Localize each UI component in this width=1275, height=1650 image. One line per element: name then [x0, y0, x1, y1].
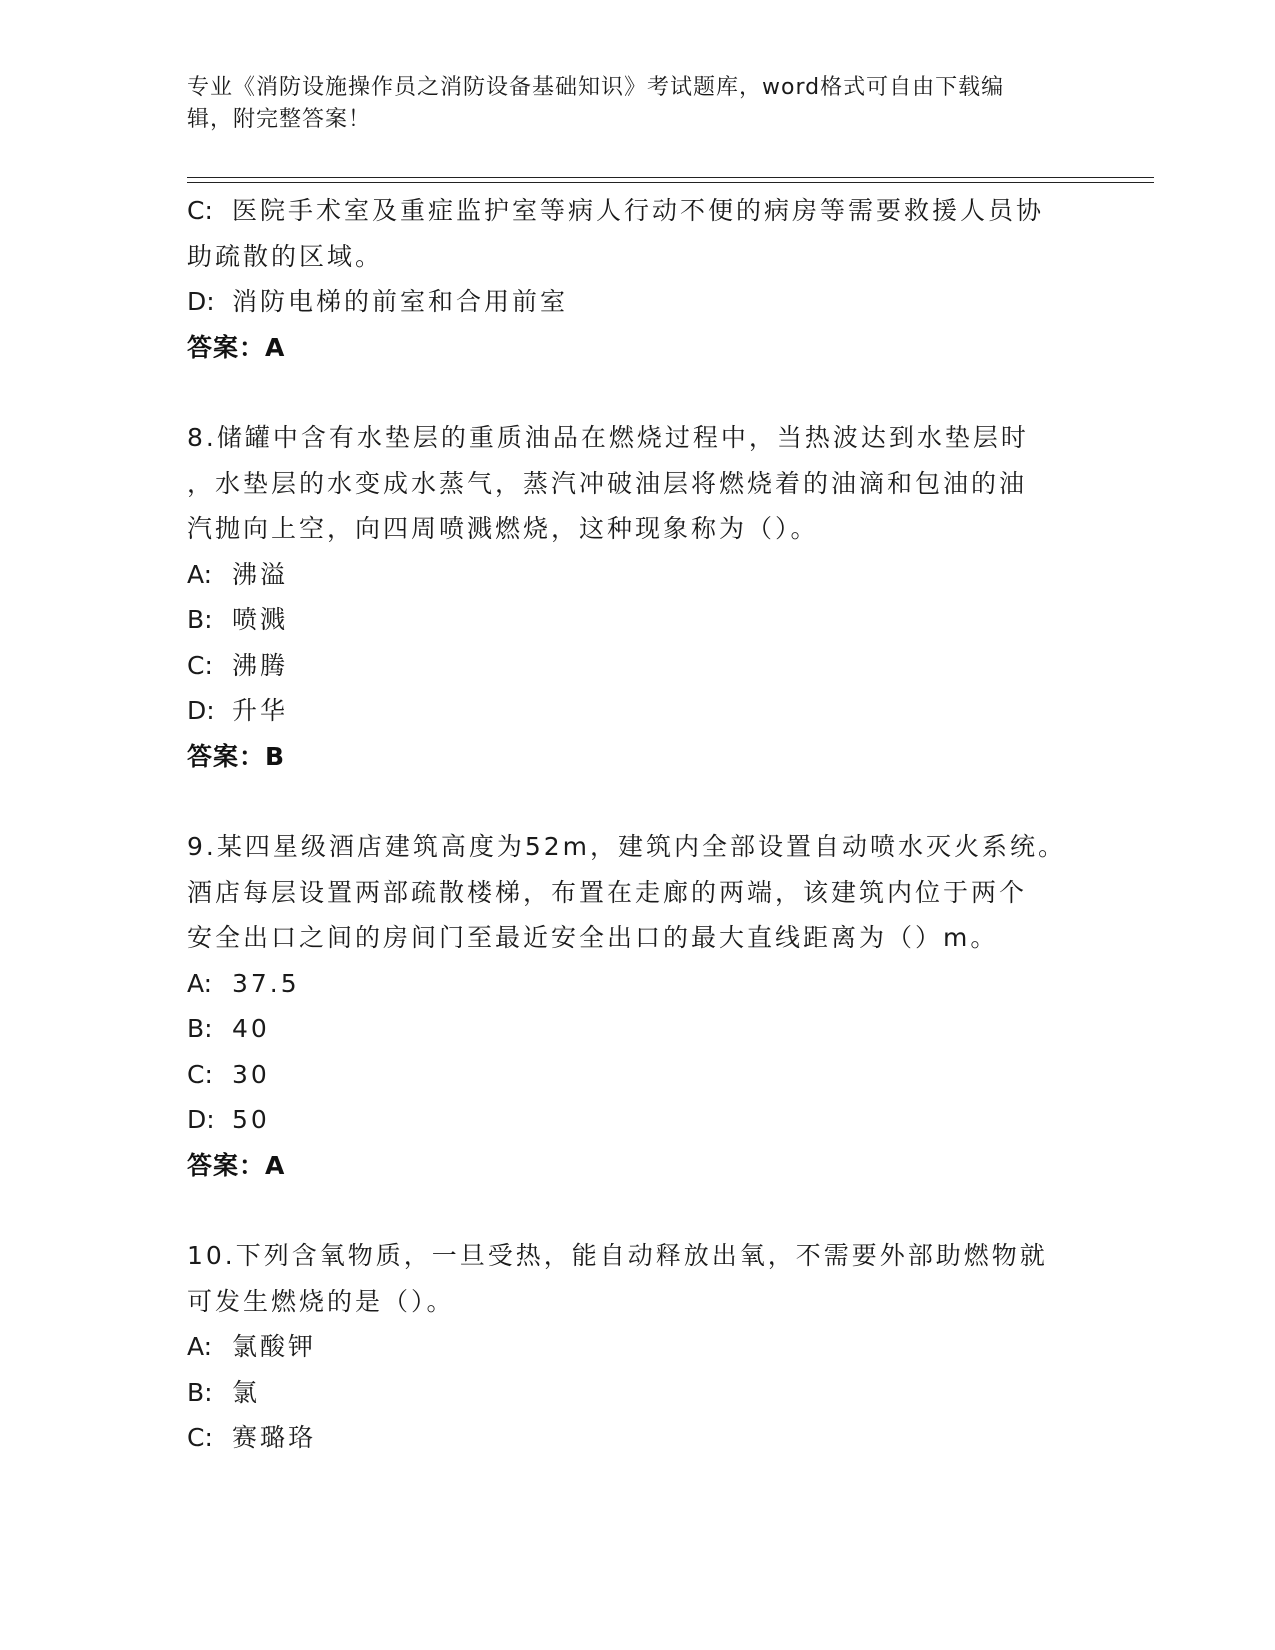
option-text: 喷溅 [232, 605, 289, 634]
question-stem-line: 安全出口之间的房间门至最近安全出口的最大直线距离为（）m。 [187, 923, 999, 952]
header-title-line-1: 专业《消防设施操作员之消防设备基础知识》考试题库，word格式可自由下载编 [187, 75, 1005, 100]
option-b [187, 597, 1087, 643]
question-10 [187, 1233, 1087, 1461]
option-c [187, 643, 1087, 689]
option-letter: C: [187, 196, 213, 225]
question-stem-line: 9.某四星级酒店建筑高度为52m，建筑内全部设置自动喷水灭火系统。 [187, 832, 1067, 861]
question-stem-line: 可发生燃烧的是（）。 [187, 1286, 455, 1316]
answer-line: 答案：A [187, 332, 286, 362]
option-letter: B: [187, 605, 213, 634]
header-divider [187, 177, 1154, 183]
option-letter: A: [187, 1332, 213, 1361]
option-letter: D: [187, 287, 215, 316]
question-9 [187, 824, 1087, 1188]
answer-line: 答案：B [187, 741, 286, 771]
question-content [187, 188, 1087, 1461]
option-text: 升华 [232, 696, 289, 725]
option-text: 37.5 [232, 968, 300, 998]
question-stem-line: 汽抛向上空，向四周喷溅燃烧，这种现象称为（）。 [187, 514, 819, 543]
option-a [187, 961, 1087, 1007]
option-b [187, 1006, 1087, 1052]
option-letter: D: [187, 1105, 215, 1134]
option-letter: D: [187, 696, 215, 725]
option-text: 沸腾 [232, 650, 289, 680]
option-letter: C: [187, 1423, 213, 1452]
option-letter: A: [187, 559, 213, 589]
option-letter: B: [187, 1377, 213, 1407]
option-c [187, 1052, 1087, 1098]
option-c-continuation: 助疏散的区域。 [187, 241, 384, 271]
option-text: 消防电梯的前室和合用前室 [232, 287, 569, 316]
option-text: 医院手术室及重症监护室等病人行动不便的病房等需要救援人员协 [232, 196, 1045, 225]
option-d [187, 688, 1087, 734]
option-letter: C: [187, 650, 213, 680]
question-stem-line: 酒店每层设置两部疏散楼梯，布置在走廊的两端，该建筑内位于两个 [187, 877, 1028, 907]
option-text: 30 [232, 1059, 270, 1089]
option-d [187, 279, 1087, 325]
option-text: 40 [232, 1014, 270, 1043]
option-a [187, 552, 1087, 598]
header-title-line-2: 辑，附完整答案！ [187, 107, 372, 132]
question-stem-line: ，水垫层的水变成水蒸气，蒸汽冲破油层将燃烧着的油滴和包油的油 [187, 468, 1028, 498]
option-c [187, 188, 1087, 234]
option-text: 50 [232, 1105, 270, 1134]
option-text: 氯酸钾 [232, 1332, 317, 1361]
option-a [187, 1324, 1087, 1370]
option-c [187, 1415, 1087, 1461]
option-letter: A: [187, 968, 213, 998]
option-text: 氯 [232, 1377, 261, 1407]
question-8 [187, 415, 1087, 779]
option-d [187, 1097, 1087, 1143]
question-stem-line: 8.储罐中含有水垫层的重质油品在燃烧过程中，当热波达到水垫层时 [187, 423, 1029, 452]
option-text: 赛璐珞 [232, 1423, 317, 1452]
question-stem-line: 10.下列含氧物质，一旦受热，能自动释放出氧，不需要外部助燃物就 [187, 1241, 1048, 1270]
option-text: 沸溢 [232, 559, 289, 589]
document-header [187, 72, 1087, 136]
option-letter: C: [187, 1059, 213, 1089]
answer-line: 答案：A [187, 1150, 286, 1180]
continued-question [187, 188, 1087, 370]
option-letter: B: [187, 1014, 213, 1043]
option-b [187, 1370, 1087, 1416]
